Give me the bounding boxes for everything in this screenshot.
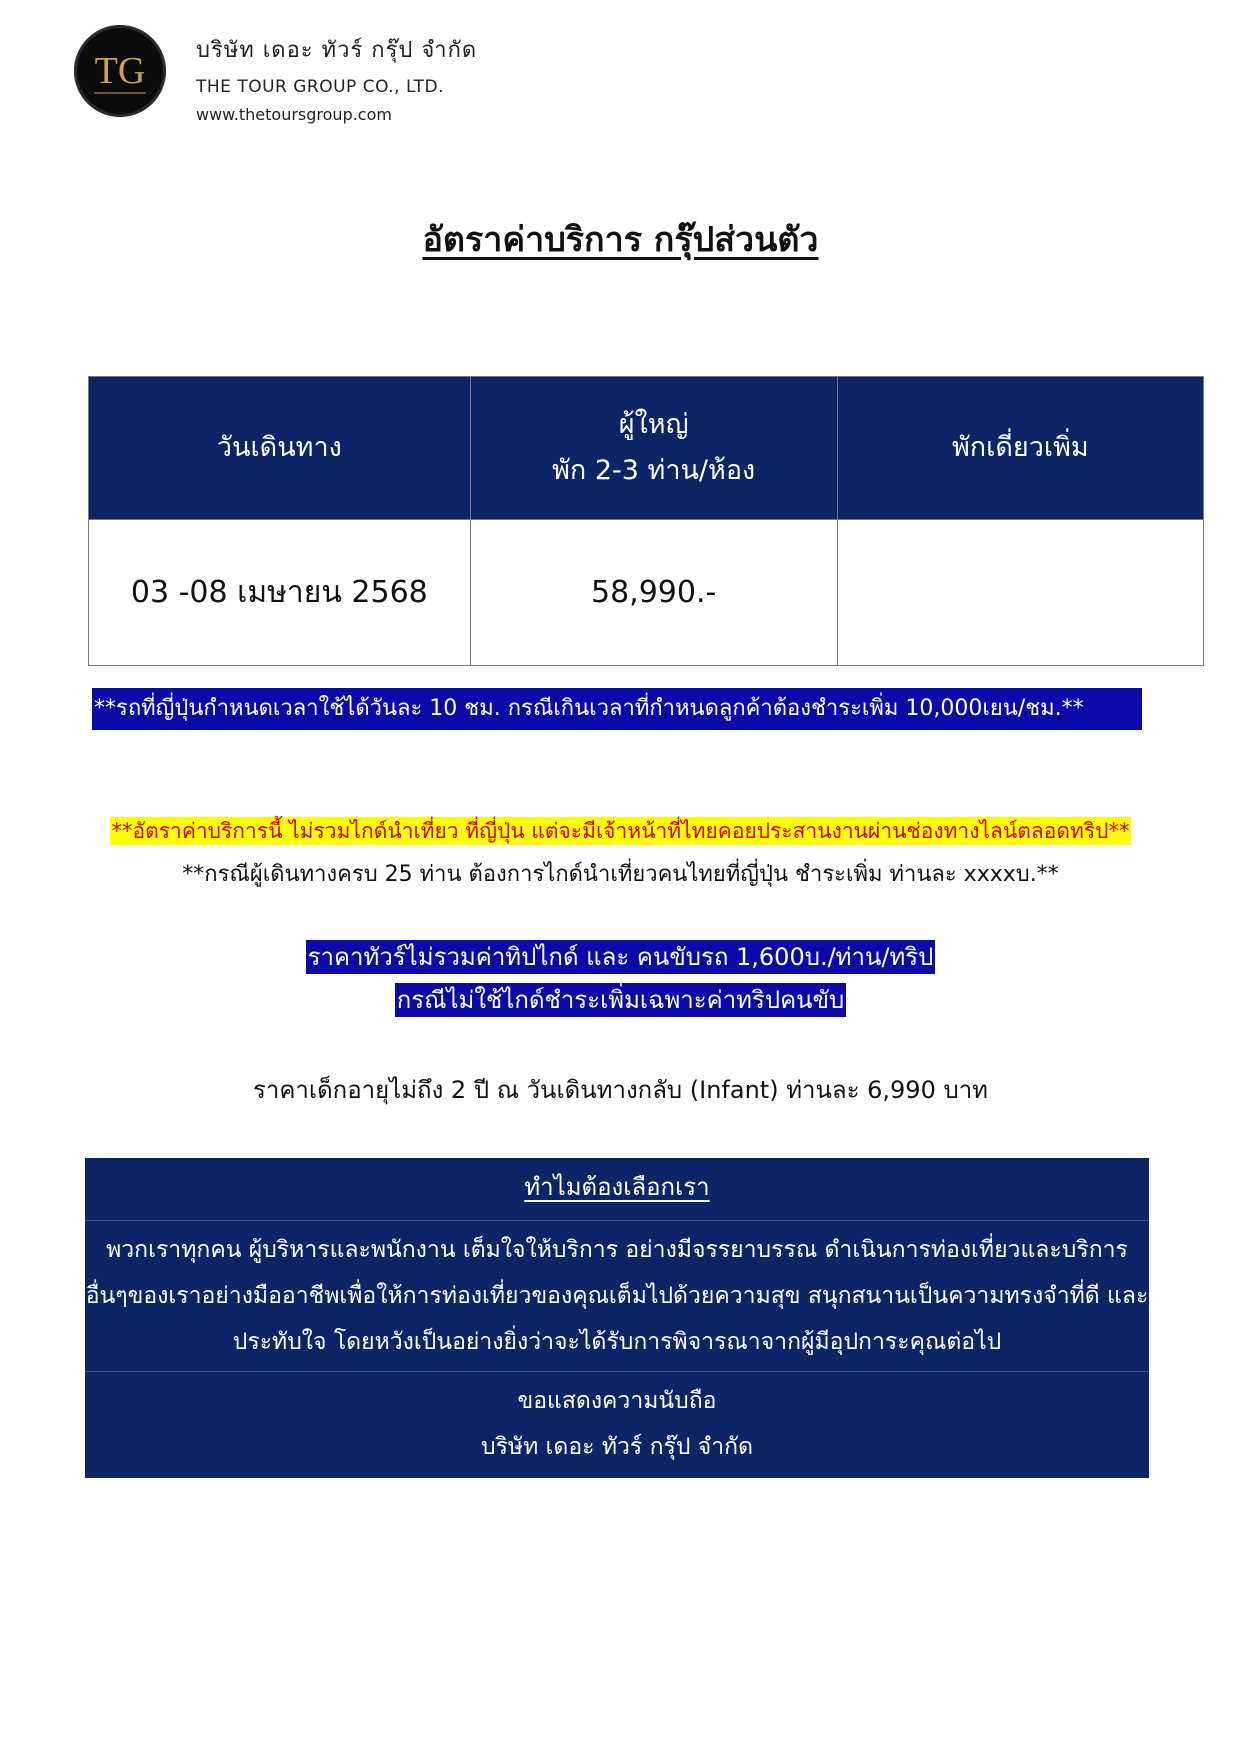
why-signature: ขอแสดงความนับถือ บริษัท เดอะ ทัวร์ กรุ๊ป จำกัด (480, 1388, 754, 1460)
guide-25-note-line (0, 856, 1241, 891)
why-choose-us-box (85, 1158, 1149, 1478)
tip-note-line-1 (0, 937, 1241, 976)
guide-25-note: **กรณีผู้เดินทางครบ 25 ท่าน ต้องการไกด์นำเที่ยวคนไทยที่ญี่ปุ่น ชำระเพิ่ม ท่านละ xxxxบ.** (182, 862, 1059, 887)
header-adult: ผู้ใหญ่ พัก 2-3 ท่าน/ห้อง (470, 377, 837, 520)
page-title: อัตราค่าบริการ กรุ๊ปส่วนตัว (422, 220, 819, 260)
cell-date: 03 -08 เมษายน 2568 (89, 520, 471, 666)
header-date: วันเดินทาง (89, 377, 471, 520)
infant-price-note: ราคาเด็กอายุไม่ถึง 2 ปี ณ วันเดินทางกลับ (Infant) ท่านละ 6,990 บาท (252, 1076, 988, 1104)
tip-note-line-2 (0, 980, 1241, 1019)
no-guide-note: **อัตราค่าบริการนี้ ไม่รวมไกด์นำเที่ยว ที่ญี่ปุ่น แต่จะมีเจ้าหน้าที่ไทยคอยประสานงานผ่านช่องทางไลน์ตลอดทริป** (111, 819, 1130, 843)
company-name-english: THE TOUR GROUP CO., LTD. (196, 77, 444, 97)
header-single: พักเดี่ยวเพิ่ม (837, 377, 1203, 520)
infant-price-line (0, 1070, 1241, 1109)
why-heading: ทำไมต้องเลือกเรา (85, 1158, 1149, 1221)
rate-table (88, 376, 1204, 666)
cell-adult-price: 58,990.- (470, 520, 837, 666)
tip-note-2: กรณีไม่ใช้ไกด์ชำระเพิ่มเฉพาะค่าทริปคนขับ (395, 983, 846, 1017)
company-website: www.thetoursgroup.com (196, 105, 392, 124)
company-name-thai: บริษัท เดอะ ทัวร์ กรุ๊ป จำกัด (196, 38, 478, 63)
rate-table-header (89, 377, 1204, 520)
tip-note-1: ราคาทัวร์ไม่รวมค่าทิปไกด์ และ คนขับรถ 1,600บ./ท่าน/ทริป (306, 940, 936, 974)
car-hours-note: **รถที่ญี่ปุ่นกำหนดเวลาใช้ได้วันละ 10 ชม. กรณีเกินเวลาที่กำหนดลูกค้าต้องชำระเพิ่ม 10,000เยน/ชม.** (92, 688, 1142, 730)
svg-text:TG: TG (94, 50, 146, 92)
tg-logo-icon (74, 25, 166, 117)
table-row (89, 520, 1204, 666)
why-body: พวกเราทุกคน ผู้บริหารและพนักงาน เต็มใจให้บริการ อย่างมีจรรยาบรรณ ดำเนินการท่องเที่ยวและบริการ อื่นๆของเราอย่างมืออาชีพเพื่อให้การท่องเที่ยวของคุณเต็มไปด้วยความสุข สนุกสนานเป็นความทรงจำที่ดี และ ประทับใจ โดยหวังเป็นอย่างยิ่งว่าจะได้รับการพิจารณาจากผู้มีอุปการะคุณต่อไป (85, 1221, 1149, 1372)
cell-single-supplement (837, 520, 1203, 666)
company-info (196, 32, 477, 124)
no-guide-note-line (0, 815, 1241, 848)
company-logo (74, 25, 166, 117)
